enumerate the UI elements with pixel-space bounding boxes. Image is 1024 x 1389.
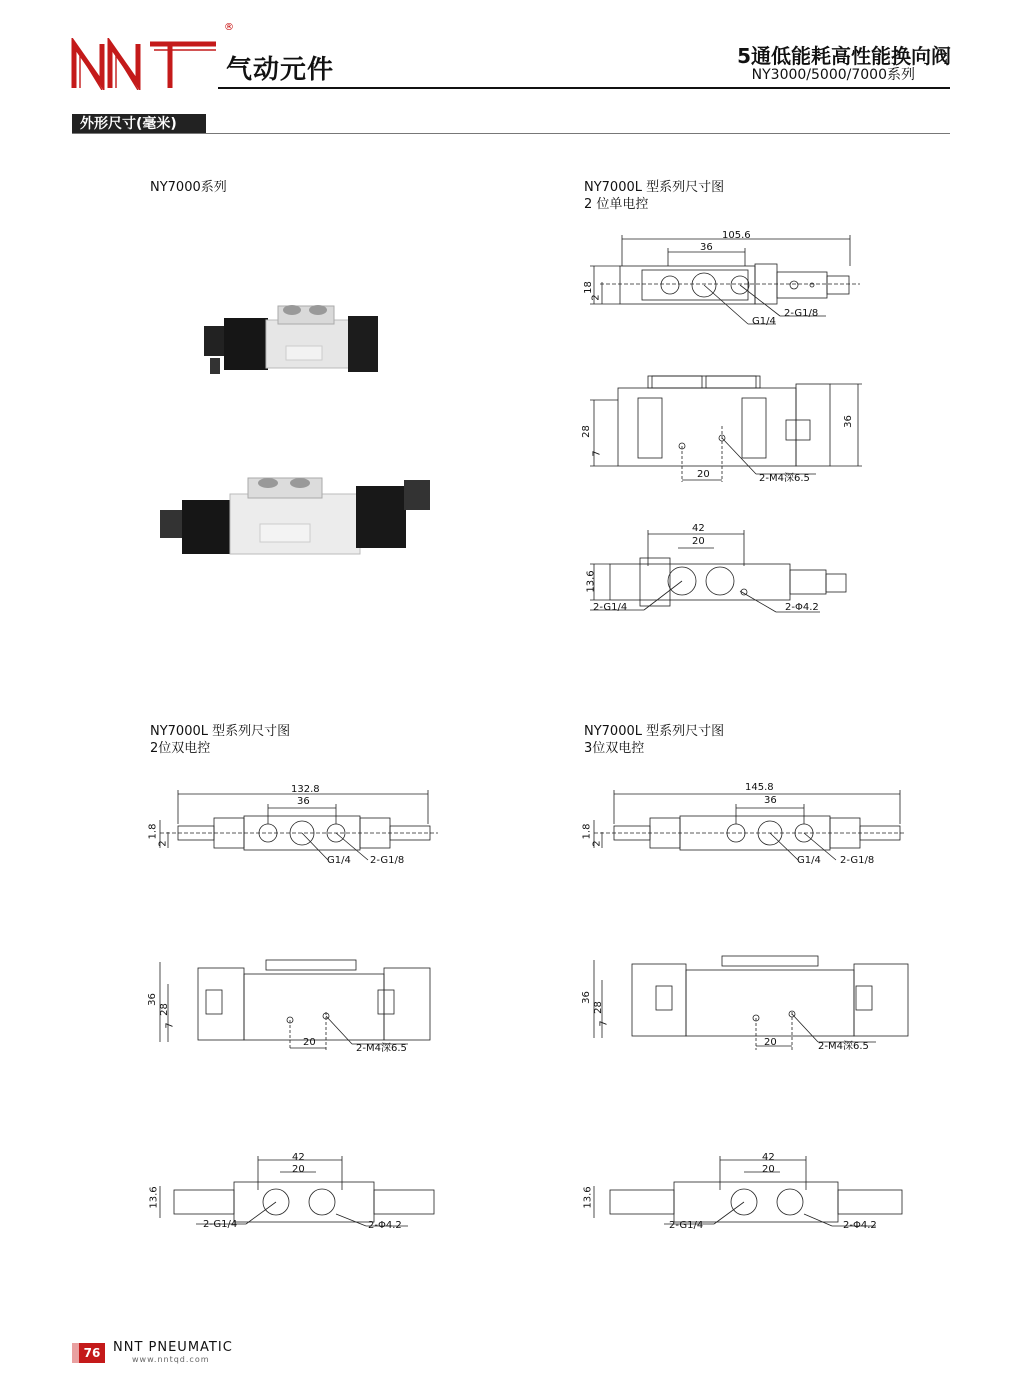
triple-dim-overall: 145.8 — [745, 782, 774, 793]
page-number: 76 — [79, 1343, 105, 1363]
valve-photo-double — [156, 466, 446, 566]
triple-side-h2: 7 — [598, 1020, 610, 1027]
single-bottom-h: 13.6 — [585, 570, 597, 593]
valve-photo-single — [196, 296, 396, 386]
double-side-h-total: 36 — [146, 993, 158, 1006]
double-side-h2: 7 — [164, 1022, 176, 1029]
single-dim-overall: 105.6 — [722, 230, 751, 241]
double-bottom-mount: 2-Φ4.2 — [368, 1220, 402, 1231]
double-port-a: G1/4 — [327, 855, 351, 866]
double-side-spacing: 20 — [303, 1037, 316, 1048]
triple-dim-h2: 2 — [591, 840, 603, 847]
single-dimension-drawing — [580, 226, 870, 626]
double-side-h: 28 — [158, 1003, 170, 1016]
section-title: 外形尺寸(毫米) — [72, 114, 206, 134]
single-bottom-w1: 42 — [692, 523, 705, 534]
photo-panel-label: NY7000系列 — [150, 180, 227, 195]
triple-port-b: 2-G1/8 — [840, 855, 875, 866]
triple-side-spacing: 20 — [764, 1037, 777, 1048]
single-side-h2: 7 — [591, 450, 603, 457]
single-port-b: G1/4 — [752, 316, 776, 327]
single-side-holes: 2-M4深6.5 — [759, 473, 810, 484]
single-dim-pitch: 36 — [700, 242, 713, 253]
triple-side-holes: 2-M4深6.5 — [818, 1041, 869, 1052]
double-panel-sublabel: 2位双电控 — [150, 741, 211, 756]
double-dim-h1: 1.8 — [147, 823, 159, 840]
section-rule — [72, 133, 950, 134]
double-bottom-port: 2-G1/4 — [203, 1219, 238, 1230]
single-side-h: 28 — [580, 425, 592, 438]
product-series: NY3000/5000/7000系列 — [751, 67, 915, 83]
triple-side-h: 28 — [592, 1001, 604, 1014]
single-bottom-w2: 20 — [692, 536, 705, 547]
double-dim-pitch: 36 — [297, 796, 310, 807]
nnt-logo — [70, 38, 220, 90]
registered-mark: ® — [224, 22, 234, 33]
double-dim-overall: 132.8 — [291, 784, 320, 795]
triple-bottom-mount: 2-Φ4.2 — [843, 1220, 877, 1231]
triple-bottom-port: 2-G1/4 — [669, 1220, 704, 1231]
triple-bottom-w2: 20 — [762, 1164, 775, 1175]
single-port-a: 2-G1/8 — [784, 308, 819, 319]
single-dim-h2: 2 — [590, 294, 602, 301]
single-bottom-port: 2-G1/4 — [593, 602, 628, 613]
triple-dim-pitch: 36 — [764, 795, 777, 806]
triple-port-a: G1/4 — [797, 855, 821, 866]
product-title: 5通低能耗高性能换向阀 — [737, 44, 951, 68]
single-side-spacing: 20 — [697, 469, 710, 480]
single-panel-label: NY7000L 型系列尺寸图 — [584, 180, 725, 195]
triple-side-h-total: 36 — [580, 991, 592, 1004]
triple-panel-sublabel: 3位双电控 — [584, 741, 645, 756]
double-side-holes: 2-M4深6.5 — [356, 1043, 407, 1054]
header-rule — [218, 87, 950, 89]
single-panel-sublabel: 2 位单电控 — [584, 197, 649, 212]
single-dim-h1: 18 — [582, 281, 594, 294]
triple-bottom-w1: 42 — [762, 1152, 775, 1163]
single-side-h-total: 36 — [842, 415, 854, 428]
double-port-b: 2-G1/8 — [370, 855, 405, 866]
footer-brand: NNT PNEUMATIC — [113, 1340, 233, 1355]
double-dim-h2: 2 — [157, 840, 169, 847]
footer-website: www.nntqd.com — [132, 1355, 210, 1364]
triple-panel-label: NY7000L 型系列尺寸图 — [584, 724, 725, 739]
double-bottom-w1: 42 — [292, 1152, 305, 1163]
page-number-accent — [72, 1343, 79, 1363]
triple-dimension-drawing — [580, 780, 910, 1240]
triple-dim-h1: 1.8 — [581, 823, 593, 840]
single-bottom-mount: 2-Φ4.2 — [785, 602, 819, 613]
double-panel-label: NY7000L 型系列尺寸图 — [150, 724, 291, 739]
double-bottom-h: 13.6 — [148, 1186, 160, 1209]
category-title: 气动元件 — [226, 55, 335, 85]
double-bottom-w2: 20 — [292, 1164, 305, 1175]
triple-bottom-h: 13.6 — [582, 1186, 594, 1209]
